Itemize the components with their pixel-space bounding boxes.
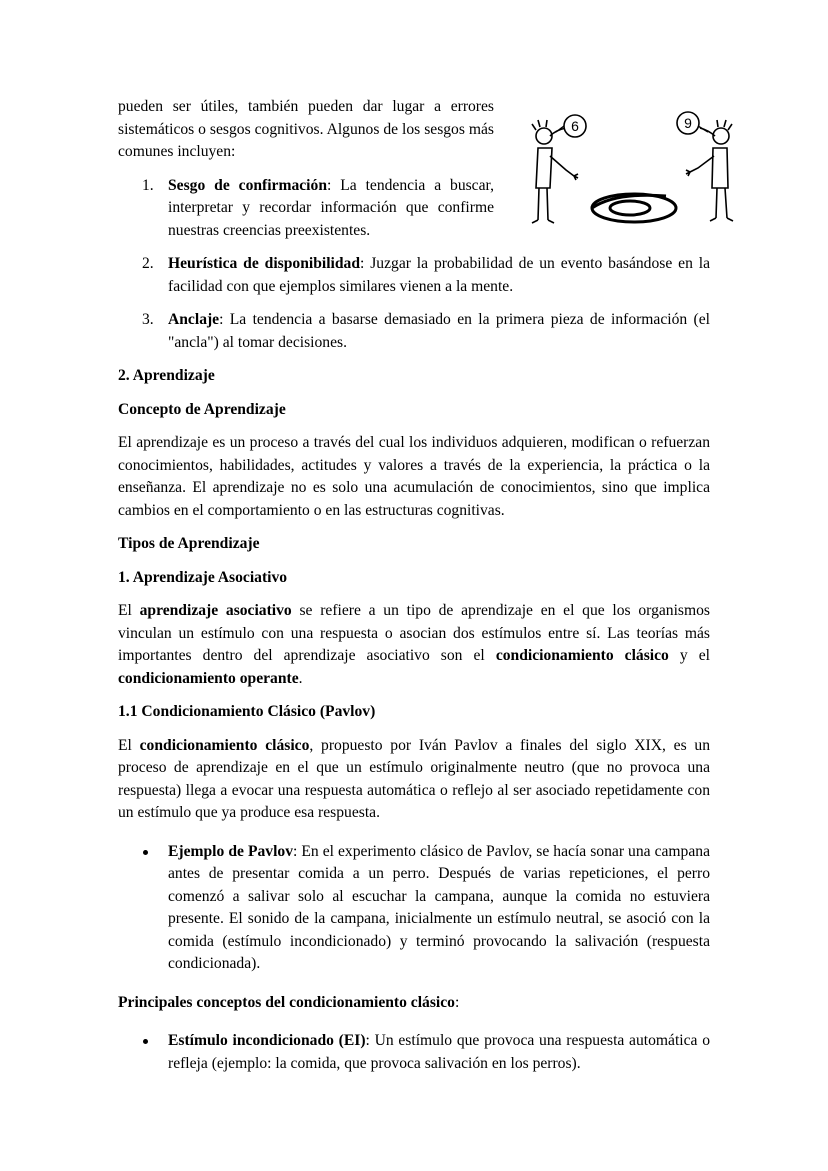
text-run: se refiere a un tipo de aprendizaje en el que los organismos vinculan un estímulo con una respuesta o asocian dos estímulos entre sí. Las teorías más importantes dentro del aprendizaje asociativo son el	[118, 602, 710, 664]
list-item-pavlov-example	[118, 841, 710, 976]
paragraph-classical-conditioning	[118, 735, 710, 825]
paragraph-associative-learning	[118, 600, 710, 690]
document-page	[118, 96, 710, 1075]
description: : La tendencia a basarse demasiado en la primera pieza de información (el "ancla") al tomar decisiones.	[168, 311, 710, 351]
right-person-figure	[686, 120, 733, 221]
description: : Un estímulo que provoca una respuesta automática o refleja (ejemplo: la comida, que provoca salivación en los perros).	[168, 1032, 711, 1072]
heading-colon: :	[454, 993, 460, 1011]
description: : En el experimento clásico de Pavlov, se hacía sonar una campana antes de presentar comida a un perro. Después de varias repeticiones, el perro comenzó a salivar solo al escuchar la campana, aunque la comida no estuviera presente. El sonido de la campana, inicialmente un estímulo neutral, se asoció con la comida (estímulo incondicionado) y terminó provocando la salivación (respuesta condicionada).	[168, 842, 710, 972]
description: : La tendencia a buscar, interpretar y recordar información que confirme nuestras creencias preexistentes.	[168, 176, 494, 239]
left-bubble-number: 6	[571, 118, 579, 134]
text-run: El	[118, 602, 140, 619]
left-thought-bubble	[556, 115, 586, 137]
bullet-icon	[143, 1039, 148, 1044]
paragraph-learning-concept: El aprendizaje es un proceso a través del cual los individuos adquieren, modifican o refuerzan conocimientos, habilidades, actitudes y valores a través de la experiencia, la práctica o la enseñanza. El aprendizaje no es solo una acumulación de conocimientos, sino que implica cambios en el comportamiento o en las estructuras cognitivas.	[118, 434, 710, 519]
subheading-principles	[118, 992, 710, 1015]
list-number: 2.	[142, 255, 154, 272]
list-item-confirmation-bias	[118, 175, 494, 243]
perspective-drawing	[516, 96, 758, 234]
text-run: .	[298, 669, 303, 687]
subheading-classical-conditioning: 1.1 Condicionamiento Clásico (Pavlov)	[118, 703, 376, 720]
intro-block	[118, 96, 710, 242]
term: Estímulo incondicionado (EI)	[168, 1032, 366, 1049]
bold-term: aprendizaje asociativo	[139, 602, 292, 619]
floor-digit	[592, 194, 676, 222]
bullet-icon	[143, 850, 148, 855]
list-number: 3.	[142, 311, 154, 328]
description: : Juzgar la probabilidad de un evento basándose en la facilidad con que ejemplos similares vienen a la mente.	[168, 255, 710, 295]
bold-term: condicionamiento operante	[118, 669, 299, 687]
right-bubble-number: 9	[684, 115, 692, 131]
intro-paragraph: pueden ser útiles, también pueden dar lugar a errores sistemáticos o sesgos cognitivos. Algunos de los sesgos más comunes incluyen:	[118, 98, 494, 160]
heading-text: Principales conceptos del condicionamiento clásico	[118, 993, 455, 1011]
right-thought-bubble	[677, 112, 708, 134]
section-heading-learning: 2. Aprendizaje	[118, 367, 215, 384]
list-number: 1.	[142, 176, 154, 194]
term: Heurística de disponibilidad	[168, 255, 361, 272]
text-run: y el	[668, 647, 710, 664]
principles-list	[118, 1030, 710, 1075]
text-run: El	[118, 736, 140, 754]
perspective-illustration	[516, 96, 758, 234]
list-item-unconditioned-stimulus	[118, 1030, 710, 1075]
text-run: , propuesto por Iván Pavlov a finales del siglo XIX, es un proceso de aprendizaje en el que un estímulo originalmente neutro (que no provoca una respuesta) llega a evocar una respuesta automática o reflejo al ser asociado repetidamente con un estímulo que ya produce esa respuesta.	[118, 736, 710, 821]
term: Anclaje	[168, 311, 220, 328]
list-item-availability-heuristic	[118, 253, 710, 298]
subheading-learning-types: Tipos de Aprendizaje	[118, 535, 260, 552]
bold-term: condicionamiento clásico	[495, 647, 669, 664]
bold-term: condicionamiento clásico	[139, 736, 310, 754]
list-item-anchoring	[118, 309, 710, 354]
term: Sesgo de confirmación	[168, 176, 327, 194]
bias-list-continued	[118, 253, 710, 354]
term: Ejemplo de Pavlov	[168, 842, 294, 860]
pavlov-example-list	[118, 841, 710, 976]
subheading-learning-concept: Concepto de Aprendizaje	[118, 400, 286, 418]
subheading-associative-learning: 1. Aprendizaje Asociativo	[118, 568, 288, 586]
